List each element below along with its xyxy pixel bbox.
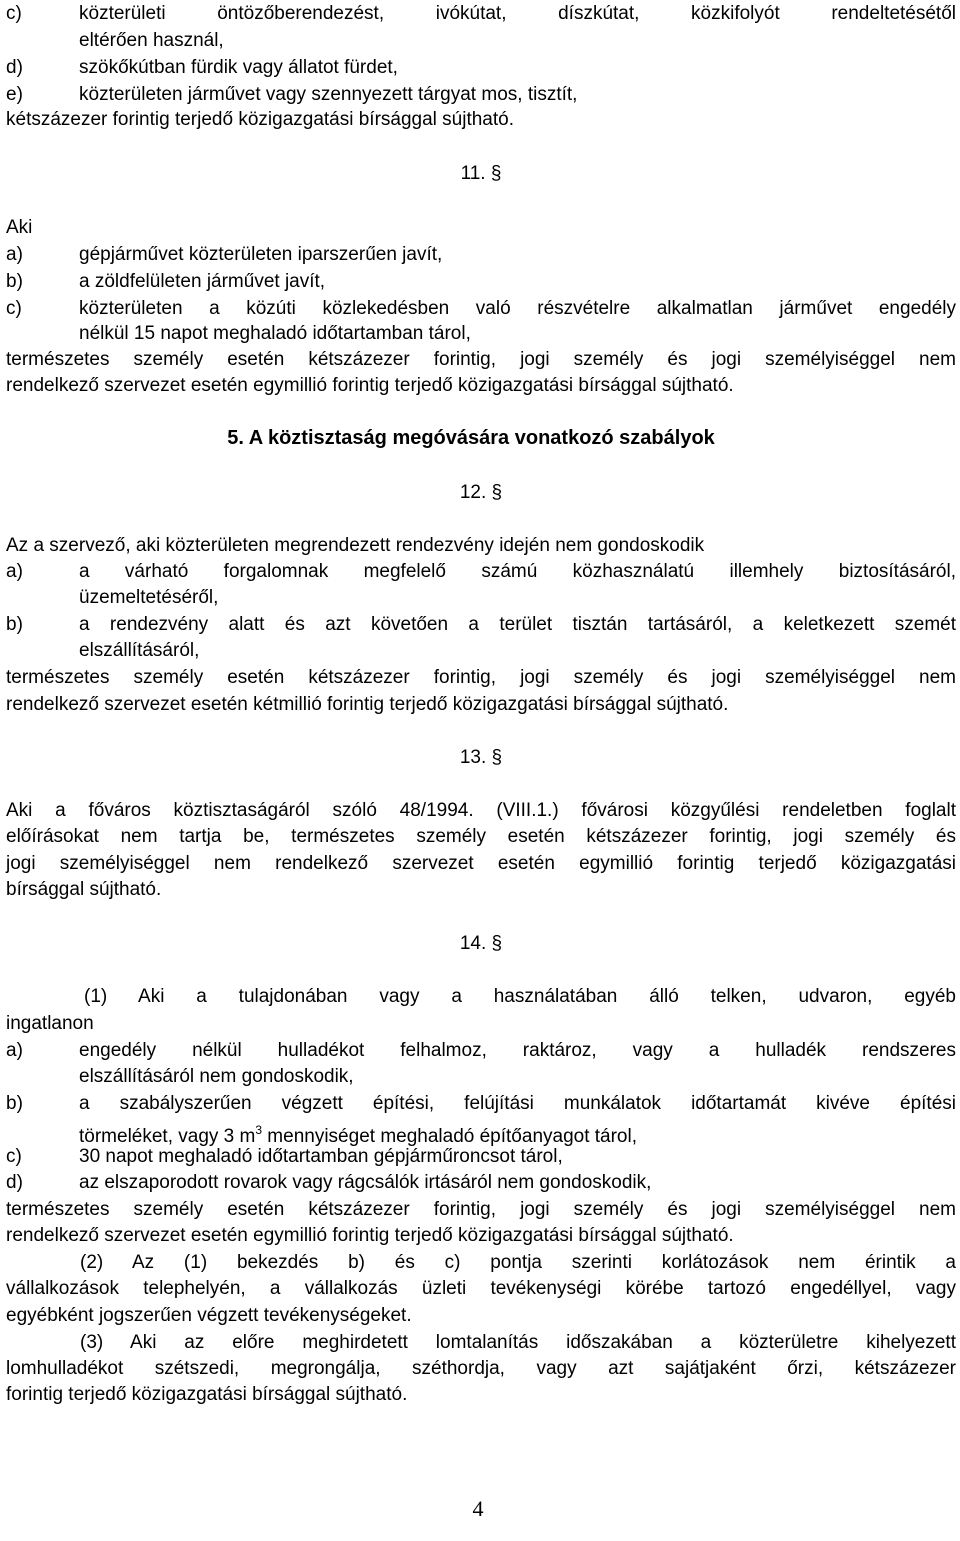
section-intro: Az a szervező, aki közterületen megrendezett rendezvény idején nem gondoskodik — [6, 535, 705, 556]
list-text-part: törmeléket, vagy 3 m — [79, 1126, 256, 1147]
list-label: c) — [6, 3, 22, 24]
list-text: a rendezvény alatt és azt követően a terület tisztán tartásáról, a keletkezett szemét — [79, 614, 956, 635]
paragraph-text: ingatlanon — [6, 1013, 94, 1034]
sanction-text: természetes személy esetén kétszázezer forintig, jogi személy és jogi személyiséggel nem — [6, 349, 956, 370]
list-text: nélkül 15 napot meghaladó időtartamban tárol, — [79, 323, 471, 344]
section-title: 13. § — [459, 747, 503, 768]
list-text: szökőkútban fürdik vagy állatot fürdet, — [79, 57, 398, 78]
list-text: üzemeltetéséről, — [79, 587, 219, 608]
list-label: a) — [6, 1040, 23, 1061]
list-label: e) — [6, 84, 23, 105]
paragraph-text: (2) Az (1) bekezdés b) és c) pontja szerinti korlátozások nem érintik a — [80, 1252, 956, 1273]
sanction-text: kétszázezer forintig terjedő közigazgatási bírsággal sújtható. — [6, 109, 514, 130]
list-label: a) — [6, 244, 23, 265]
section-title: 12. § — [459, 482, 503, 503]
section-text: Aki a főváros köztisztaságáról szóló 48/1994. (VIII.1.) fővárosi közgyűlési rendeletben foglalt — [6, 800, 956, 821]
list-text: közterületen a közúti közlekedésben való részvételre alkalmatlan járművet engedély — [79, 298, 956, 319]
section-title: 14. § — [459, 933, 503, 954]
section-text: bírsággal sújtható. — [6, 879, 162, 900]
sanction-text: természetes személy esetén kétszázezer forintig, jogi személy és jogi személyiséggel nem — [6, 1199, 956, 1220]
chapter-heading: 5. A köztisztaság megóvására vonatkozó szabályok — [227, 427, 715, 449]
list-label: c) — [6, 1146, 22, 1167]
list-text: elszállításáról, — [79, 640, 200, 661]
sanction-text: természetes személy esetén kétszázezer forintig, jogi személy és jogi személyiséggel nem — [6, 667, 956, 688]
paragraph-text: (3) Aki az előre meghirdetett lomtalanítás időszakában a közterületre kihelyezett — [80, 1332, 956, 1353]
list-text: a zöldfelületen járművet javít, — [79, 271, 326, 292]
list-text: 30 napot meghaladó időtartamban gépjárműroncsot tárol, — [79, 1146, 563, 1167]
paragraph-text: egyébként jogszerűen végzett tevékenységeket. — [6, 1305, 412, 1326]
list-text: az elszaporodott rovarok vagy rágcsálók irtásáról nem gondoskodik, — [79, 1172, 652, 1193]
paragraph-text: lomhulladékot szétszedi, megrongálja, széthordja, vagy azt sajátjaként őrzi, kétszázezer — [6, 1358, 956, 1379]
list-text — [79, 1117, 638, 1147]
paragraph-text: (1) Aki a tulajdonában vagy a használatában álló telken, udvaron, egyéb — [84, 986, 956, 1007]
superscript: 3 — [255, 1123, 263, 1137]
list-text: a szabályszerűen végzett építési, felújítási munkálatok időtartamát kivéve építési — [79, 1093, 956, 1114]
list-text: közterületen járművet vagy szennyezett tárgyat mos, tisztít, — [79, 84, 578, 105]
list-text-part: mennyiséget meghaladó építőanyagot tárol, — [262, 1126, 638, 1147]
section-title: 11. § — [460, 163, 502, 184]
page-number: 4 — [472, 1496, 484, 1521]
list-label: c) — [6, 298, 22, 319]
paragraph-text: forintig terjedő közigazgatási bírsággal sújtható. — [6, 1384, 408, 1405]
list-text: engedély nélkül hulladékot felhalmoz, raktároz, vagy a hulladék rendszeres — [79, 1040, 956, 1061]
list-text: gépjárművet közterületen iparszerűen javít, — [79, 244, 443, 265]
section-intro: Aki — [6, 217, 33, 238]
list-label: b) — [6, 1093, 23, 1114]
section-text: előírásokat nem tartja be, természetes személy esetén kétszázezer forintig, jogi személy és — [6, 826, 956, 847]
sanction-text: rendelkező szervezet esetén egymillió forintig terjedő közigazgatási bírsággal sújtható. — [6, 1225, 734, 1246]
list-label: d) — [6, 1172, 23, 1193]
sanction-text: rendelkező szervezet esetén kétmillió forintig terjedő közigazgatási bírsággal sújtható. — [6, 694, 729, 715]
list-text: a várható forgalomnak megfelelő számú közhasználatú illemhely biztosításáról, — [79, 561, 956, 582]
list-text: elszállításáról nem gondoskodik, — [79, 1066, 354, 1087]
list-text: eltérően használ, — [79, 30, 224, 51]
list-text: közterületi öntözőberendezést, ivókútat, díszkútat, közkifolyót rendeltetésétől — [79, 3, 956, 24]
sanction-text: rendelkező szervezet esetén egymillió forintig terjedő közigazgatási bírsággal sújtható. — [6, 375, 734, 396]
list-label: a) — [6, 561, 23, 582]
paragraph-text: vállalkozások telephelyén, a vállalkozás üzleti tevékenységi körébe tartozó engedéllyel, vagy — [6, 1278, 956, 1299]
list-label: b) — [6, 271, 23, 292]
list-label: b) — [6, 614, 23, 635]
section-text: jogi személyiséggel nem rendelkező szervezet esetén egymillió forintig terjedő közigazgatási — [6, 853, 956, 874]
list-label: d) — [6, 57, 23, 78]
